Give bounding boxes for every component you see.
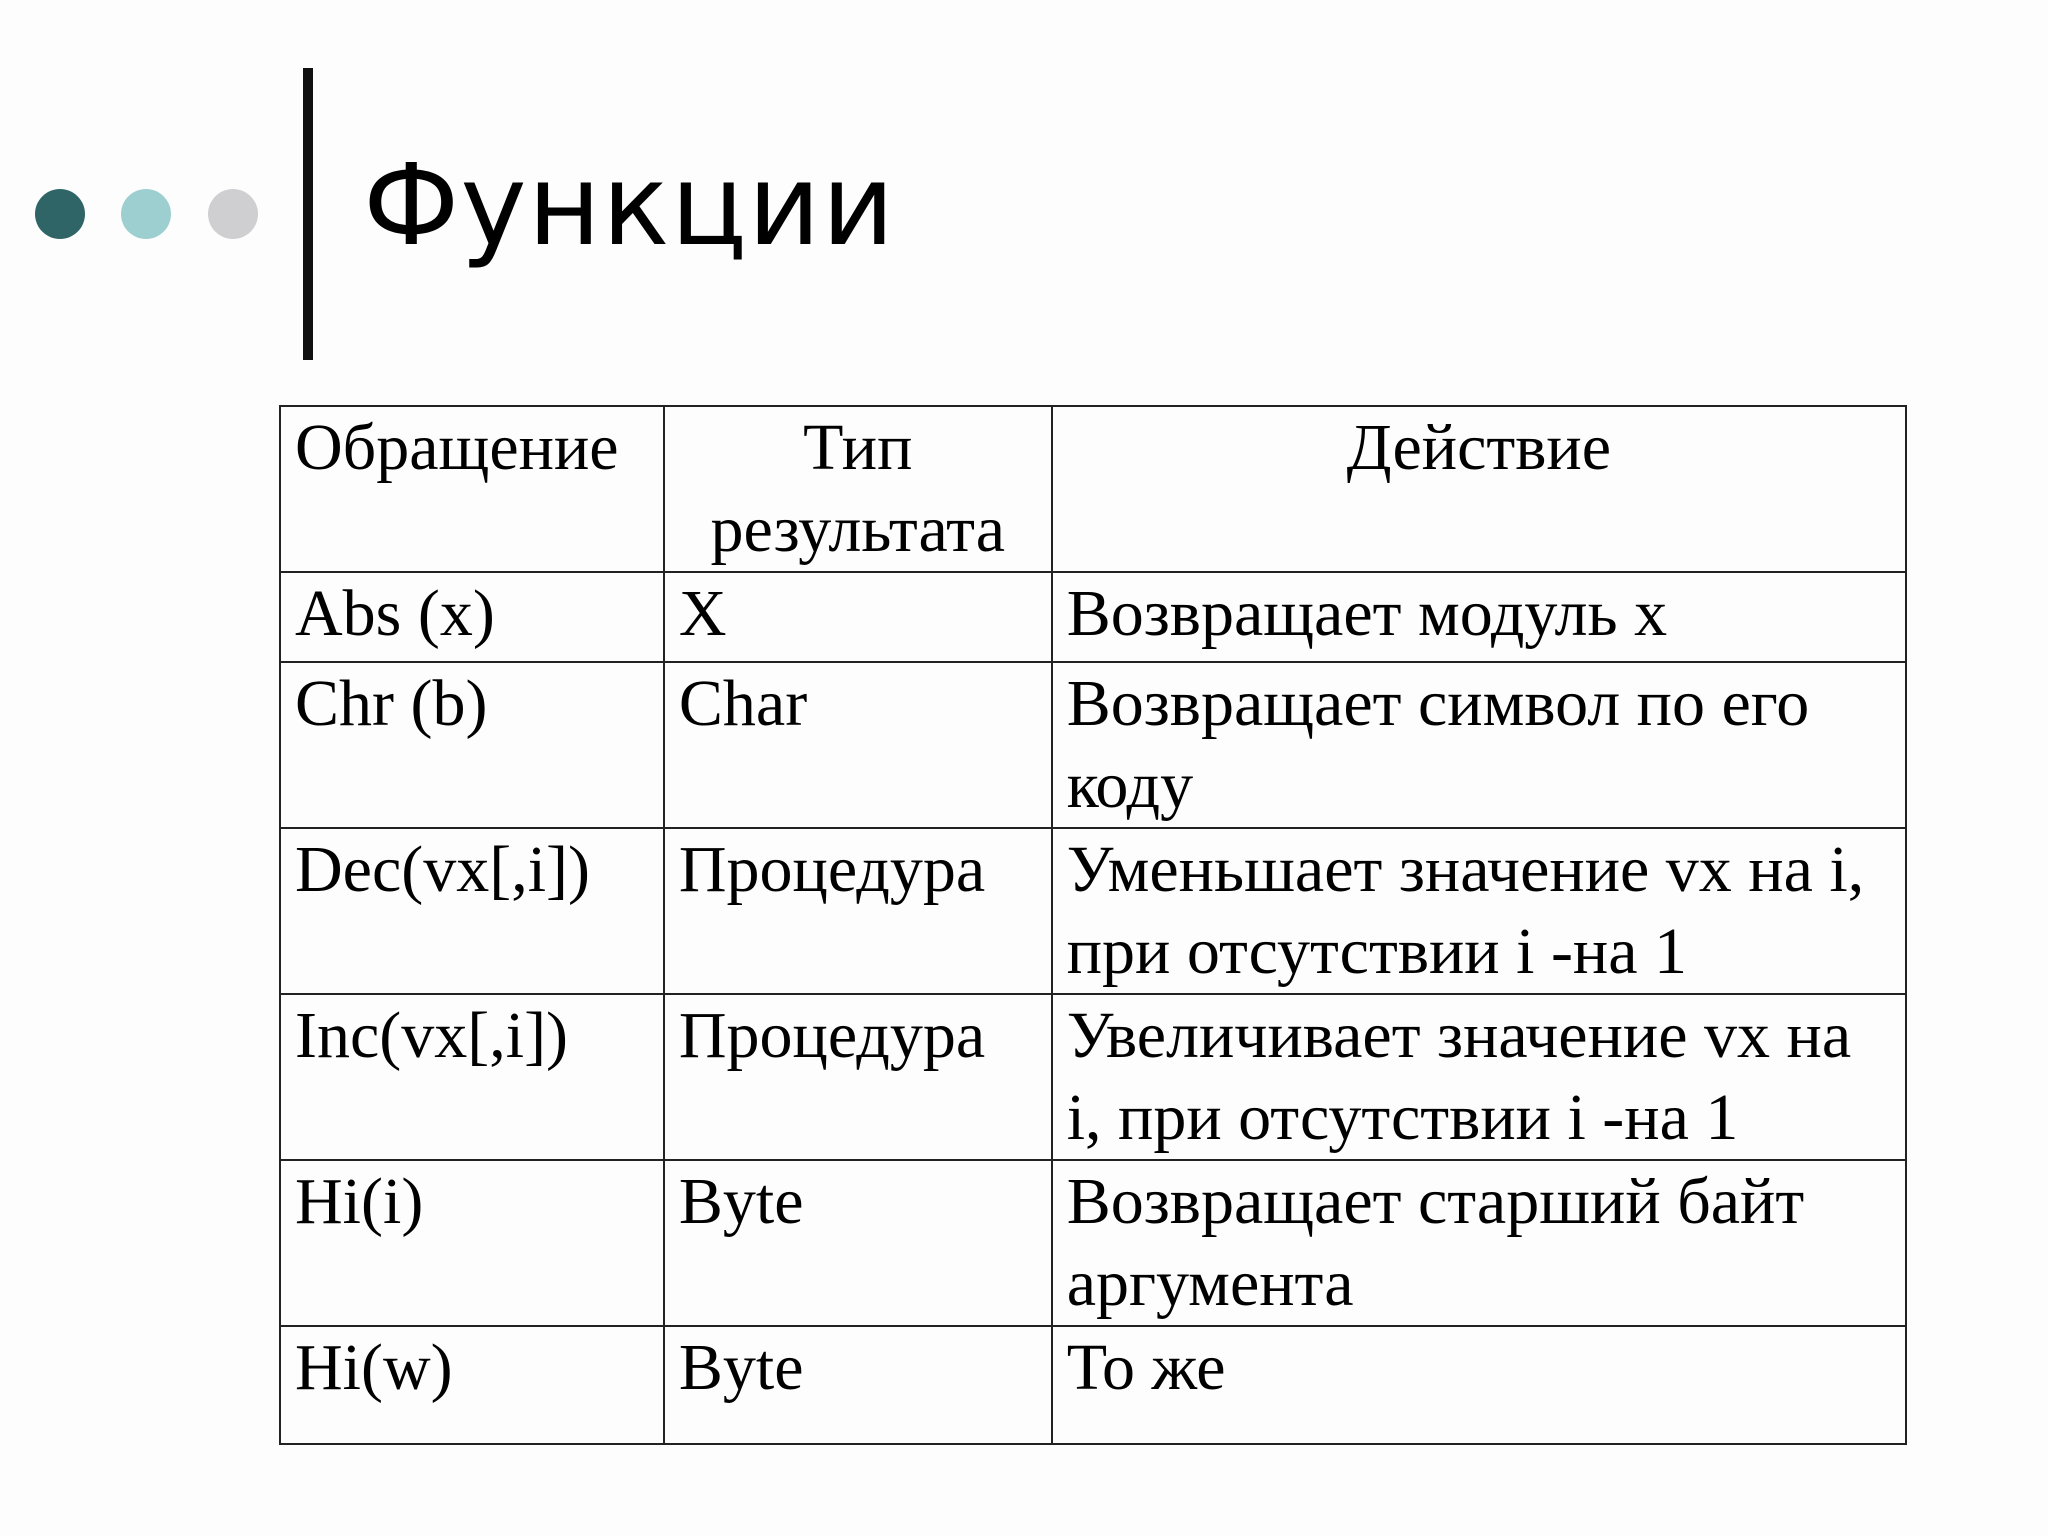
header-call: Обращение [280, 406, 664, 572]
table-row [280, 572, 1906, 662]
cell-type: Процедура [664, 828, 1052, 994]
cell-call: Chr (b) [280, 662, 664, 828]
cell-type: Byte [664, 1160, 1052, 1326]
decorative-dot-teal [121, 189, 171, 239]
cell-call: Dec(vx[,i]) [280, 828, 664, 994]
cell-action: Возвращает символ по его коду [1052, 662, 1906, 828]
header-type: Тип результата [664, 406, 1052, 572]
cell-type: Процедура [664, 994, 1052, 1160]
decorative-dot-dark [35, 189, 85, 239]
slide-title: Функции [363, 141, 896, 271]
cell-call: Hi(i) [280, 1160, 664, 1326]
table-row [280, 662, 1906, 828]
table-row [280, 1326, 1906, 1444]
cell-call: Inc(vx[,i]) [280, 994, 664, 1160]
cell-action: То же [1052, 1326, 1906, 1444]
cell-call: Hi(w) [280, 1326, 664, 1444]
table-row [280, 1160, 1906, 1326]
cell-type: Byte [664, 1326, 1052, 1444]
cell-action: Возвращает старший байт аргумента [1052, 1160, 1906, 1326]
table-row [280, 994, 1906, 1160]
table-header-row [280, 406, 1906, 572]
cell-action: Увеличивает значение vx на i, при отсутствии i -на 1 [1052, 994, 1906, 1160]
title-divider [303, 68, 313, 360]
cell-type: Char [664, 662, 1052, 828]
cell-action: Возвращает модуль x [1052, 572, 1906, 662]
cell-type: X [664, 572, 1052, 662]
table-row [280, 828, 1906, 994]
cell-call: Abs (x) [280, 572, 664, 662]
cell-action: Уменьшает значение vx на i, при отсутствии i -на 1 [1052, 828, 1906, 994]
functions-table [279, 405, 1907, 1445]
header-action: Действие [1052, 406, 1906, 572]
decorative-dot-grey [208, 189, 258, 239]
